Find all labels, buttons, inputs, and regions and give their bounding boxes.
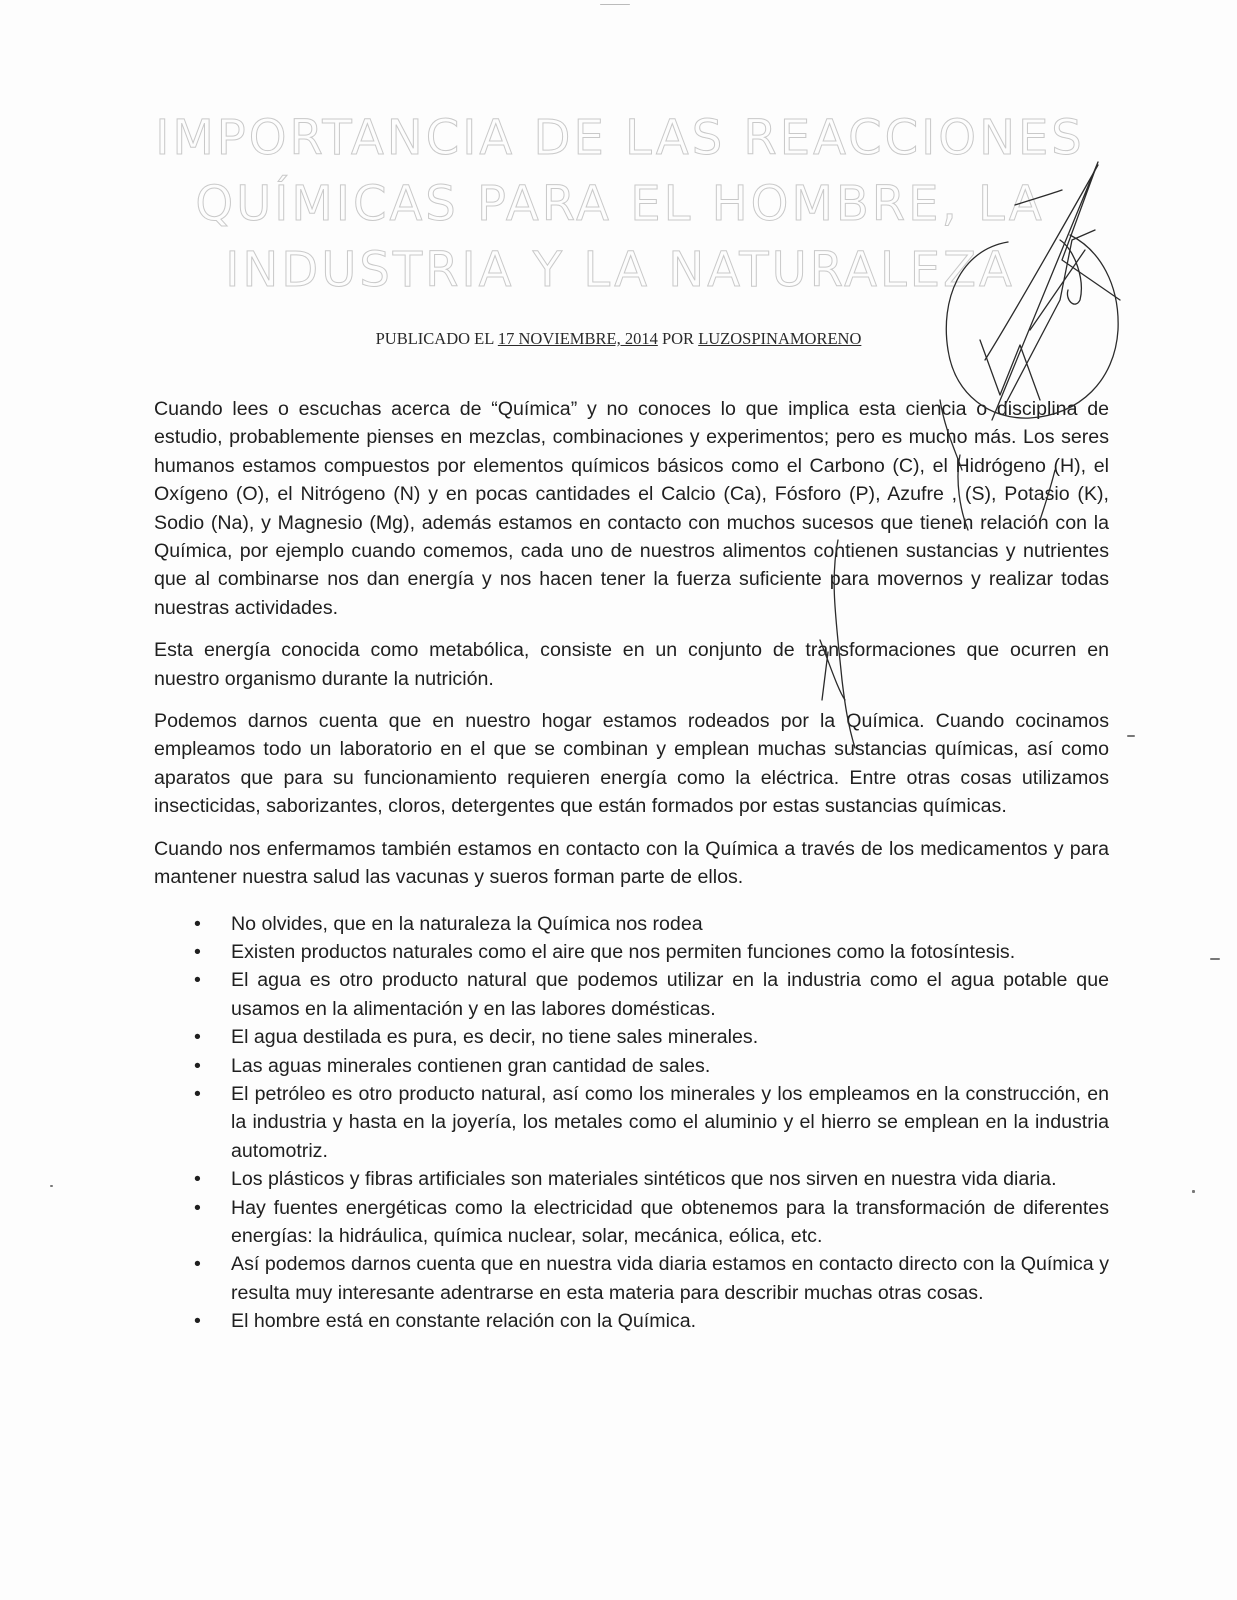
scan-mark	[1127, 735, 1135, 737]
scan-mark	[600, 4, 630, 5]
list-item: • Así podemos darnos cuenta que en nuestra vida diaria estamos en contacto directo con la Química y resulta muy interesante adentrarse en esta materia para describir muchas otras cosas.	[231, 1250, 1109, 1307]
title-line-1: IMPORTANCIA DE LAS REACCIONES	[155, 110, 1085, 166]
title-line-3: INDUSTRIA Y LA NATURALEZA	[225, 242, 1015, 298]
list-item: • No olvides, que en la naturaleza la Química nos rodea	[231, 910, 1109, 938]
byline-prefix: PUBLICADO EL	[375, 329, 494, 348]
author-name: LUZOSPINAMORENO	[698, 329, 862, 348]
byline-by: POR	[661, 329, 695, 348]
scan-mark	[1192, 1190, 1195, 1193]
list-item: • El petróleo es otro producto natural, así como los minerales y los empleamos en la construcción, en la industria y hasta en la joyería, los metales como el aluminio y el hierro se emplean en la industria automotriz.	[231, 1080, 1109, 1165]
list-item: • Hay fuentes energéticas como la electricidad que obtenemos para la transformación de diferentes energías: la hidráulica, química nuclear, solar, mecánica, eólica, etc.	[231, 1194, 1109, 1251]
paragraph-medicine: Cuando nos enfermamos también estamos en contacto con la Química a través de los medicamentos y para mantener nuestra salud las vacunas y sueros forman parte de ellos.	[154, 837, 1109, 889]
list-item: • El agua es otro producto natural que podemos utilizar en la industria como el agua potable que usamos en la alimentación y en las labores domésticas.	[231, 966, 1109, 1023]
scan-mark	[1210, 958, 1220, 960]
list-item: • Existen productos naturales como el aire que nos permiten funciones como la fotosíntesis.	[231, 938, 1109, 966]
list-item: • El hombre está en constante relación con la Química.	[231, 1307, 1109, 1335]
publish-date: 17 NOVIEMBRE, 2014	[497, 329, 658, 348]
paragraph-metabolic: Esta energía conocida como metabólica, consiste en un conjunto de transformaciones que ocurren en nuestro organismo durante la nutrición.	[154, 639, 1109, 690]
list-item: • Los plásticos y fibras artificiales son materiales sintéticos que nos sirven en nuestra vida diaria.	[231, 1165, 1109, 1193]
scan-mark	[50, 1185, 53, 1187]
title-line-2: QUÍMICAS PARA EL HOMBRE, LA	[195, 176, 1045, 232]
list-item: • El agua destilada es pura, es decir, no tiene sales minerales.	[231, 1023, 1109, 1051]
list-item: • Las aguas minerales contienen gran cantidad de sales.	[231, 1052, 1109, 1080]
paragraph-intro: Cuando lees o escuchas acerca de “Química” y no conoces lo que implica esta ciencia o disciplina de estudio, probablemente pienses en mezclas, combinaciones y experimentos; pero es mucho más. Los seres humanos estamos compuestos por elementos químicos básicos como el Carbono (C), el Hidrógeno (H), el Oxígeno (O), el Nitrógeno (N) y en pocas cantidades el Calcio (Ca), Fósforo (P), Azufre , (S), Potasio (K), Sodio (Na), y Magnesio (Mg), además estamos en contacto con muchos sucesos que tienen relación con la Química, por ejemplo cuando comemos, cada uno de nuestros alimentos contienen sustancias y nutrientes que al combinarse nos dan energía y nos hacen tener la fuerza suficiente para movernos y realizar todas nuestras actividades.	[154, 398, 1109, 619]
paragraph-home: Podemos darnos cuenta que en nuestro hogar estamos rodeados por la Química. Cuando cocinamos empleamos todo un laboratorio en el que se combinan y emplean muchas sustancias químicas, así como aparatos que para su funcionamiento requieren energía como la eléctrica. Entre otras cosas utilizamos insecticidas, saborizantes, cloros, detergentes que están formados por estas sustancias químicas.	[154, 710, 1109, 818]
